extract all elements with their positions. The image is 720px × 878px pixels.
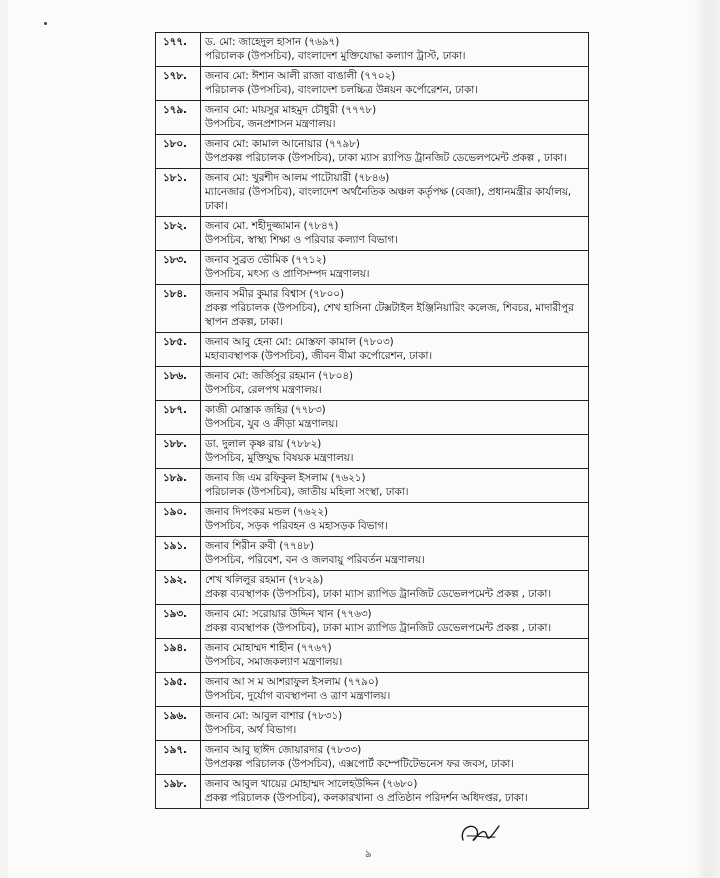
officer-name: জনাব শিরীন রুবী (৭৭৪৮) [205, 540, 315, 552]
officer-name: ডা. দুলাল কৃষ্ণ রায় (৭৮৮২) [205, 438, 322, 450]
officer-name: কাজী মোস্তাক জহির (৭৭৮৩) [205, 404, 326, 416]
officer-posting: উপসচিব, যুব ও ক্রীড়া মন্ত্রণালয়। [205, 418, 339, 430]
serial-number: ১৯২. [156, 571, 201, 605]
table-row [156, 333, 589, 367]
officer-info-cell [201, 135, 589, 169]
table-row [156, 775, 589, 809]
officer-info-cell [201, 435, 589, 469]
officer-name: জনাব দিপংকর মন্ডল (৭৬২২) [205, 506, 328, 518]
serial-number: ১৮১. [156, 169, 201, 217]
officer-posting: উপসচিব, অর্থ বিভাগ। [205, 724, 297, 736]
officer-info-cell [201, 217, 589, 251]
officer-posting: প্রকল্প ব্যবস্থাপক (উপসচিব), ঢাকা ম্যাস র‍্যাপিড ট্রানজিট ডেভেলপমেন্ট প্রকল্প , ঢাকা। [205, 588, 552, 600]
serial-number: ১৯৭. [156, 741, 201, 775]
table-row [156, 135, 589, 169]
officer-info-cell [201, 67, 589, 101]
officer-info-cell [201, 367, 589, 401]
page-number: ৯ [365, 849, 372, 860]
table-row [156, 435, 589, 469]
officer-info-cell [201, 469, 589, 503]
serial-number: ১৭৮. [156, 67, 201, 101]
officer-posting: পরিচালক (উপসচিব), বাংলাদেশ মুক্তিযোদ্ধা কল্যাণ ট্রাস্ট, ঢাকা। [205, 50, 466, 62]
officer-name: জনাব মো: মায়সুর মাহমুদ চৌধুরী (৭৭৭৮) [205, 104, 377, 116]
serial-number: ১৮০. [156, 135, 201, 169]
table-row [156, 251, 589, 285]
officer-info-cell [201, 605, 589, 639]
officer-info-cell [201, 571, 589, 605]
officer-posting: উপসচিব, মৎস্য ও প্রাণিসম্পদ মন্ত্রণালয়। [205, 268, 370, 280]
officer-info-cell [201, 101, 589, 135]
officer-name: জনাব মো: জর্জিসুর রহমান (৭৮০৪) [205, 370, 354, 382]
serial-number: ১৮৪. [156, 285, 201, 333]
serial-number: ১৭৭. [156, 33, 201, 67]
officer-posting: ম্যানেজার (উপসচিব), বাংলাদেশ অর্থনৈতিক অঞ্চল কর্তৃপক্ষ (বেজা), প্রধানমন্ত্রীর কার্যালয়, ঢাকা। [205, 186, 572, 212]
officer-name: জনাব আবুল খায়ের মোহাম্মদ সালেহউদ্দিন (৭৬৮০) [205, 778, 418, 790]
serial-number: ১৯১. [156, 537, 201, 571]
table-row [156, 639, 589, 673]
officer-posting: উপসচিব, রেলপথ মন্ত্রণালয়। [205, 384, 322, 396]
officer-name: জনাব সমীর কুমার বিশ্বাস (৭৮০০) [205, 288, 345, 300]
serial-number: ১৯০. [156, 503, 201, 537]
officer-info-cell [201, 775, 589, 809]
serial-number: ১৯৪. [156, 639, 201, 673]
officer-name: জনাব মোহাম্মদ শাহীন (৭৭৬৭) [205, 642, 332, 654]
officer-posting: প্রকল্প পরিচালক (উপসচিব), কলকারখানা ও প্রতিষ্ঠান পরিদর্শন অধিদপ্তর, ঢাকা। [205, 792, 528, 804]
officer-info-cell [201, 503, 589, 537]
serial-number: ১৮৬. [156, 367, 201, 401]
scan-speck [44, 22, 47, 25]
officer-name: জনাব জি এম রফিকুল ইসলাম (৭৬২১) [205, 472, 366, 484]
officer-name: জনাব মো: খুরশীদ আলম পাটোয়ারী (৭৮৪৬) [205, 172, 390, 184]
officer-posting: পরিচালক (উপসচিব), বাংলাদেশ চলচ্চিত্র উন্নয়ন কর্পোরেশন, ঢাকা। [205, 84, 478, 96]
officer-name: জনাব মো: ঈশান আলী রাজা বাঙালী (৭৭০২) [205, 70, 396, 82]
officer-info-cell [201, 333, 589, 367]
officer-name: জনাব আবু হেনা মো: মোস্তফা কামাল (৭৮০৩) [205, 336, 394, 348]
table-row [156, 33, 589, 67]
officer-posting: উপপ্রকল্প পরিচালক (উপসচিব), এক্সপোর্ট কম্পেটিটেভনেস ফর জবস, ঢাকা। [205, 758, 514, 770]
table-row [156, 707, 589, 741]
serial-number: ১৯৮. [156, 775, 201, 809]
officer-info-cell [201, 537, 589, 571]
officer-name: জনাব আবু ছাঈদ জোয়ারদার (৭৮৩৩) [205, 744, 362, 756]
officer-name: জনাব মো. শহীদুজ্জামান (৭৮৪৭) [205, 220, 339, 232]
officer-posting: মহাব্যবস্থাপক (উপসচিব), জীবন বীমা কর্পোরেশন, ঢাকা। [205, 350, 433, 362]
table-row [156, 367, 589, 401]
officer-info-cell [201, 251, 589, 285]
serial-number: ১৮৩. [156, 251, 201, 285]
table-body [156, 33, 589, 809]
serial-number: ১৮৫. [156, 333, 201, 367]
table-row [156, 401, 589, 435]
table-row [156, 285, 589, 333]
table-row [156, 469, 589, 503]
table-row [156, 503, 589, 537]
officer-posting: উপসচিব, সমাজকল্যাণ মন্ত্রণালয়। [205, 656, 343, 668]
officer-posting: উপসচিব, দুর্যোগ ব্যবস্থাপনা ও ত্রাণ মন্ত্রণালয়। [205, 690, 391, 702]
table-row [156, 101, 589, 135]
table-row [156, 571, 589, 605]
page-edge-shadow [694, 0, 720, 878]
officer-name: জনাব মো: কামাল আনোয়ার (৭৭৯৮) [205, 138, 360, 150]
officer-info-cell [201, 169, 589, 217]
table-row [156, 673, 589, 707]
table-row [156, 605, 589, 639]
table-row [156, 169, 589, 217]
officer-posting: উপসচিব, স্বাস্থ্য শিক্ষা ও পরিবার কল্যাণ বিভাগ। [205, 234, 398, 246]
officer-posting: উপপ্রকল্প পরিচালক (উপসচিব), ঢাকা ম্যাস র‍্যাপিড ট্রানজিট ডেভেলপমেন্ট প্রকল্প , ঢাকা। [205, 152, 567, 164]
officer-posting-table [155, 32, 589, 809]
officer-name: জনাব আ স ম আশরাফুল ইসলাম (৭৭৯০) [205, 676, 379, 688]
officer-posting: উপসচিব, সড়ক পরিবহন ও মহাসড়ক বিভাগ। [205, 520, 388, 532]
officer-info-cell [201, 285, 589, 333]
officer-posting: প্রকল্প ব্যবস্থাপক (উপসচিব), ঢাকা ম্যাস র‍্যাপিড ট্রানজিট ডেভেলপমেন্ট প্রকল্প , ঢাকা। [205, 622, 552, 634]
officer-posting: উপসচিব, পরিবেশ, বন ও জলবায়ু পরিবর্তন মন্ত্রণালয়। [205, 554, 425, 566]
officer-info-cell [201, 741, 589, 775]
officer-info-cell [201, 673, 589, 707]
officer-name: জনাব মো: আবুল বাশার (৭৮৩১) [205, 710, 343, 722]
officer-info-cell [201, 707, 589, 741]
officer-name: জনাব মো: সরোয়ার উদ্দিন খান (৭৭৬৩) [205, 608, 372, 620]
officer-posting: পরিচালক (উপসচিব), জাতীয় মহিলা সংস্থা, ঢাকা। [205, 486, 409, 498]
serial-number: ১৯৩. [156, 605, 201, 639]
officer-posting: প্রকল্প পরিচালক (উপসচিব), শেখ হাসিনা টেক্সটাইল ইঞ্জিনিয়ারিং কলেজ, শিবচর, মাদারীপুর স্থাপন প্রকল্প, ঢাকা। [205, 302, 574, 328]
table-row [156, 537, 589, 571]
table-row [156, 67, 589, 101]
serial-number: ১৯৬. [156, 707, 201, 741]
signature-mark [455, 818, 507, 848]
officer-posting: উপসচিব, জনপ্রশাসন মন্ত্রণালয়। [205, 118, 336, 130]
officer-info-cell [201, 33, 589, 67]
officer-info-cell [201, 401, 589, 435]
officer-name: শেখ খলিলুর রহমান (৭৮২৯) [205, 574, 324, 586]
serial-number: ১৮৮. [156, 435, 201, 469]
serial-number: ১৭৯. [156, 101, 201, 135]
serial-number: ১৯৫. [156, 673, 201, 707]
table-row [156, 741, 589, 775]
officer-info-cell [201, 639, 589, 673]
officer-posting: উপসচিব, মুক্তিযুদ্ধ বিষয়ক মন্ত্রণালয়। [205, 452, 354, 464]
officer-name: জনাব সুব্রত ভৌমিক (৭৭১২) [205, 254, 327, 266]
serial-number: ১৮২. [156, 217, 201, 251]
table-row [156, 217, 589, 251]
officer-name: ড. মো: জাহেদুল হাসান (৭৬৯৭) [205, 36, 340, 48]
serial-number: ১৮৭. [156, 401, 201, 435]
serial-number: ১৮৯. [156, 469, 201, 503]
